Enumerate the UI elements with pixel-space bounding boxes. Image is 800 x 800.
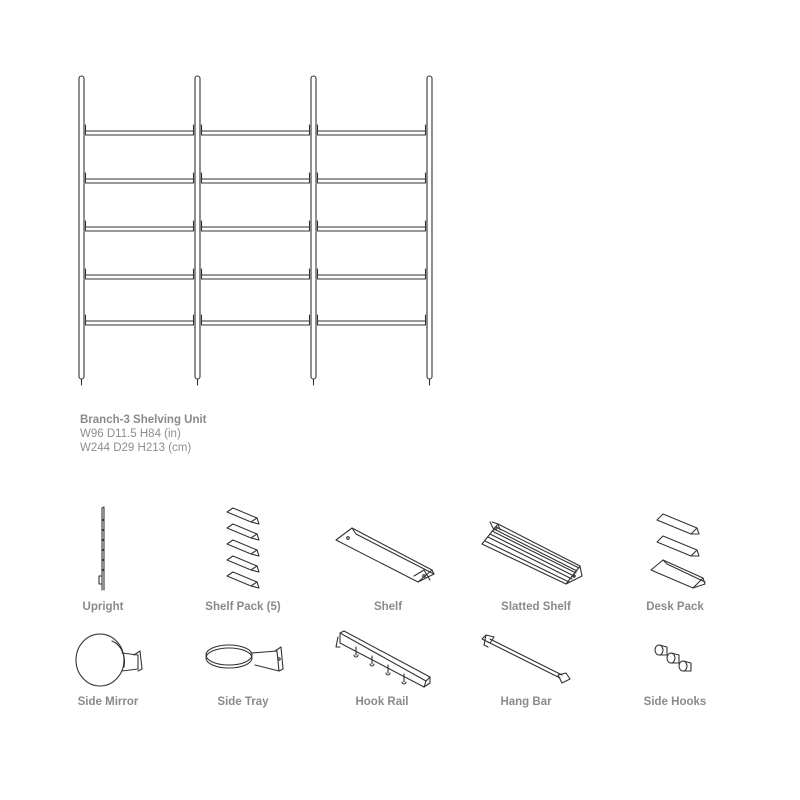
shelf-icon [328,500,448,595]
side-tray-icon [183,625,303,695]
part-label: Side Hooks [643,696,707,708]
shelf-board [202,173,310,183]
part-label: Hook Rail [355,696,409,708]
unit-title: Branch-3 Shelving Unit [80,414,207,426]
part-side-hooks [615,625,735,708]
shelf-board [202,125,310,135]
upright-icon [43,500,163,595]
part-hook-rail [322,625,442,708]
slatted-shelf-icon [476,500,596,595]
shelf-board [318,315,426,325]
side-mirror-icon [48,625,168,695]
shelf-board [86,315,194,325]
part-label: Hang Bar [500,696,552,708]
part-label: Upright [82,601,124,613]
part-label: Slatted Shelf [501,601,571,613]
part-label: Side Tray [217,696,269,708]
part-label: Desk Pack [646,601,704,613]
shelf-pack-icon [183,500,303,595]
shelf-board [318,221,426,231]
part-desk-pack [615,500,735,613]
part-slatted-shelf [476,500,596,613]
side-hooks-icon [615,625,735,695]
part-hang-bar [466,625,586,708]
part-side-mirror [48,625,168,708]
hook-rail-icon [322,625,442,695]
shelf-board [318,269,426,279]
shelf-board [202,221,310,231]
unit-dimensions-cm: W244 D29 H213 (cm) [80,442,192,454]
shelf-board [86,221,194,231]
part-side-tray [183,625,303,708]
part-upright [43,500,163,613]
shelves [86,125,426,325]
part-label: Shelf Pack (5) [205,601,281,613]
shelf-board [202,269,310,279]
upright-1 [79,76,84,385]
unit-dimensions-in: W96 D11.5 H84 (in) [80,428,181,440]
upright-4 [427,76,432,385]
part-label: Side Mirror [77,696,139,708]
shelf-board [86,125,194,135]
upright-2 [195,76,200,385]
upright-3 [311,76,316,385]
unit-caption [80,413,207,455]
shelf-board [318,173,426,183]
shelf-board [86,173,194,183]
hang-bar-icon [466,625,586,695]
part-shelf-pack [183,500,303,613]
shelf-board [86,269,194,279]
part-shelf [328,500,448,613]
shelf-board [202,315,310,325]
desk-pack-icon [615,500,735,595]
part-label: Shelf [373,601,403,613]
shelf-board [318,125,426,135]
